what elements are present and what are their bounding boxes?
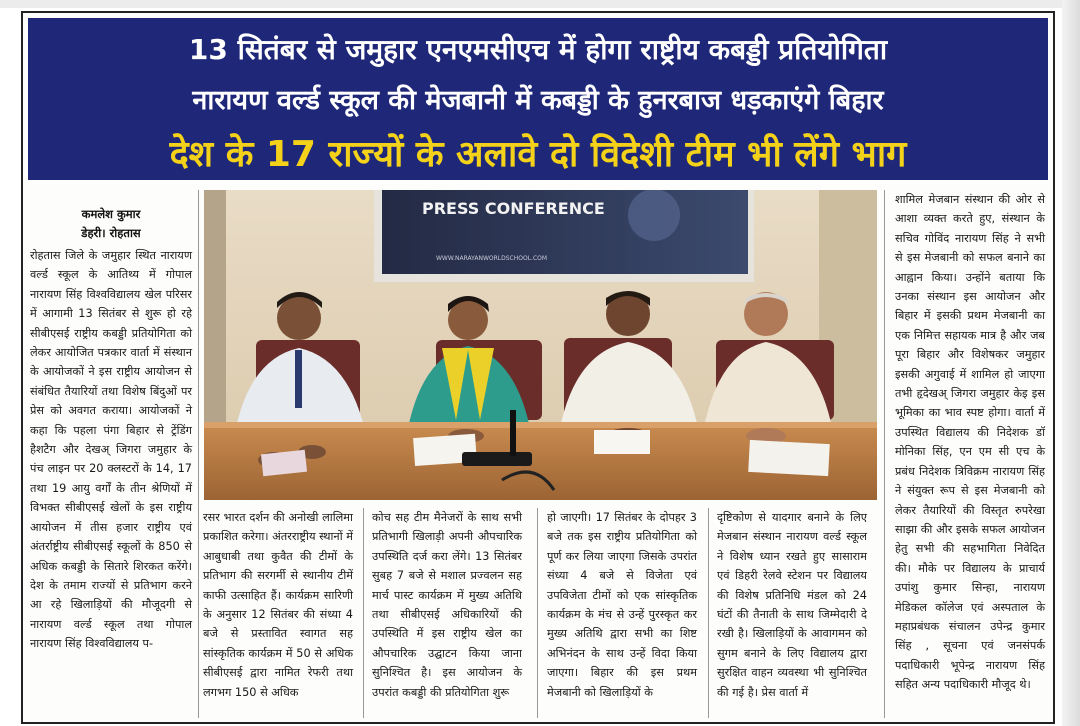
column-divider [884,190,885,718]
page-edge [1062,0,1080,726]
column-divider [708,508,709,718]
page-top-strip [0,0,1080,8]
article-column-5 [717,508,867,702]
screen-title: PRESS CONFERENCE [422,199,605,218]
column-4-text: हो जाएगी। 17 सितंबर के दोपहर 3 बजे तक इस राष्ट्रीय प्रतियोगिता को पूर्ण कर लिया जाएगा जिसके उपरांत संध्या 4 बजे से विजेता एवं उपविजेता टीमों को एक सांस्कृतिक कार्यक्रम के मंच से उन्हें पुरस्कृत कर मुख्य अतिथि द्वारा सभी का शिष्ट अभिनंदन के साथ उन्हें विदा किया जाएगा। बिहार की इस प्रथम मेजबानी को खिलाड़ियों के [547,511,697,699]
column-2-text: रसर भारत दर्शन की अनोखी लालिमा प्रकाशित करेगा। अंतरराष्ट्रीय स्थानों में आबुधाबी तथा कुवैत की टीमों के प्रतिभाग की सरगर्मी से स्थानीय टीमें काफी उत्साहित हैं। कार्यक्रम सारिणी के अनुसार 12 सितंबर की संध्या 4 बजे से प्रस्तावित स्वागत सह सांस्कृतिक कार्यक्रम में 50 से अधिक सीबीएसई द्वारा नामित रेफरी तथा लगभग 150 से अधिक [203,511,353,699]
column-divider [363,508,364,718]
photo-illustration [204,190,877,500]
headline-line-3: देश के 17 राज्यों के अलावे दो विदेशी टीम भी लेंगे भाग [169,134,907,175]
headline-line-1: 13 सितंबर से जमुहार एनएमसीएच में होगा राष्ट्रीय कबड्डी प्रतियोगिता [188,33,888,66]
column-3-text: कोच सह टीम मैनेजरों के साथ सभी प्रतिभागी खिलाड़ी अपनी औपचारिक उपस्थिति दर्ज करा लेंगे। 13 सितंबर सुबह 7 बजे से मशाल प्रज्वलन सह मार्च पास्ट कार्यक्रम में मुख्य अतिथि तथा सीबीएसई अधिकारियों की उपस्थिति में इस राष्ट्रीय खेल का औपचारिक उद्घाटन किया जाना सुनिश्चित है। इस आयोजन के उपरांत कबड्डी की प्रतियोगिता शुरू [372,511,522,699]
article-column-6 [895,190,1045,695]
dateline: डेहरी। रोहतास [81,226,141,240]
column-divider [198,190,199,718]
article-column-1 [30,246,192,654]
article-column-2 [203,508,353,702]
headline-line-2: नारायण वर्ल्ड स्कूल की मेजबानी में कबड्डी के हुनरबाज धड़काएंगे बिहार [192,85,884,116]
reporter-name: कमलेश कुमार [81,207,141,221]
screen-caption: WWW.NARAYANWORLDSCHOOL.COM [436,255,548,262]
byline [30,205,192,243]
article-column-4 [547,508,697,702]
press-conference-photo [204,190,877,500]
column-divider [537,508,538,718]
column-6-text: शामिल मेजबान संस्थान की ओर से आशा व्यक्त करते हुए, संस्थान के सचिव गोविंद नारायण सिंह ने सभी से इस मेजबानी को सफल बनाने का आह्वान किया। उन्होंने बताया कि उनका संस्थान इस आयोजन और बिहार में इसकी प्रथम मेजबानी का एक निमित्त सहायक मात्र है और जब पूरा बिहार और विशेषकर जमुहार इसकी अगुवाई में शामिल हो जाएगा तभी हृदेखअ् जिगरा जमुहार केइ इस भूमिका का भाव स्पष्ट होगा। वार्ता में उपस्थित विद्यालय की निदेशक डॉ मोनिका सिंह, एन एम सी एच के प्रबंध निदेशक त्रिविक्रम नारायण सिंह ने संयुक्त रूप से इस मेजबानी को लेकर तैयारियों की विस्तृत रुपरेखा साझा की और इसके सफल आयोजन हेतु सभी की सहभागिता निवेदित की। मौके पर विद्यालय के प्राचार्य उपांशु कुमार सिन्हा, नारायण मेडिकल कॉलेज एवं अस्पताल के महाप्रबंधक संचालन उपेन्द्र कुमार सिंह , सूचना एवं जनसंपर्क पदाधिकारी भूपेन्द्र नारायण सिंह सहित अन्य पदाधिकारी मौजूद थे। [895,193,1045,692]
column-5-text: दृष्टिकोण से यादगार बनाने के लिए मेजबान संस्थान नारायण वर्ल्ड स्कूल ने विशेष ध्यान रखते हुए सासाराम एवं डिहरी रेलवे स्टेशन पर विद्यालय की विशेष प्रतिनिधि मंडल को 24 घंटों की तैनाती के साथ जिम्मेदारी दे रखी है। खिलाड़ियों के आवागमन को सुगम बनाने के लिए विद्यालय द्वारा सुरक्षित वाहन व्यवस्था भी सुनिश्चित की गई है। प्रेस वार्ता में [717,511,867,699]
headline-banner [28,18,1048,180]
article-column-3 [372,508,522,702]
column-1-text: रोहतास जिले के जमुहार स्थित नारायण वर्ल्ड स्कूल के आतिथ्य में गोपाल नारायण सिंह विश्वविद्यालय खेल परिसर में आगामी 13 सितंबर से शुरू हो रहे सीबीएसई राष्ट्रीय कबड्डी प्रतियोगिता को लेकर आयोजित पत्रकार वार्ता में संस्थान के आयोजकों ने इस राष्ट्रीय आयोजन से संबंधित तैयारियों तथा विशेष बिंदुओं पर प्रेस को अवगत कराया। आयोजकों ने कहा कि पहला पंगा बिहार से ट्रेंडिंग हैशटैग और देखअ् जिगरा जमुहार के पंच लाइन पर 20 क्लस्टरों के 14, 17 तथा 19 आयु वर्गों के तीन श्रेणियों में विभक्त सीबीएसई खेलों के इस राष्ट्रीय आयोजन में तीस हजार राष्ट्रीय एवं अंतर्राष्ट्रीय सीबीएसई स्कूलों के 850 से अधिक कबड्डी के सितारे शिरकत करेंगे। देश के तमाम राज्यों से प्रतिभाग करने आ रहे खिलाड़ियों की मौजूदगी से नारायण वर्ल्ड स्कूल तथा गोपाल नारायण सिंह विश्वविद्यालय प- [30,249,192,651]
